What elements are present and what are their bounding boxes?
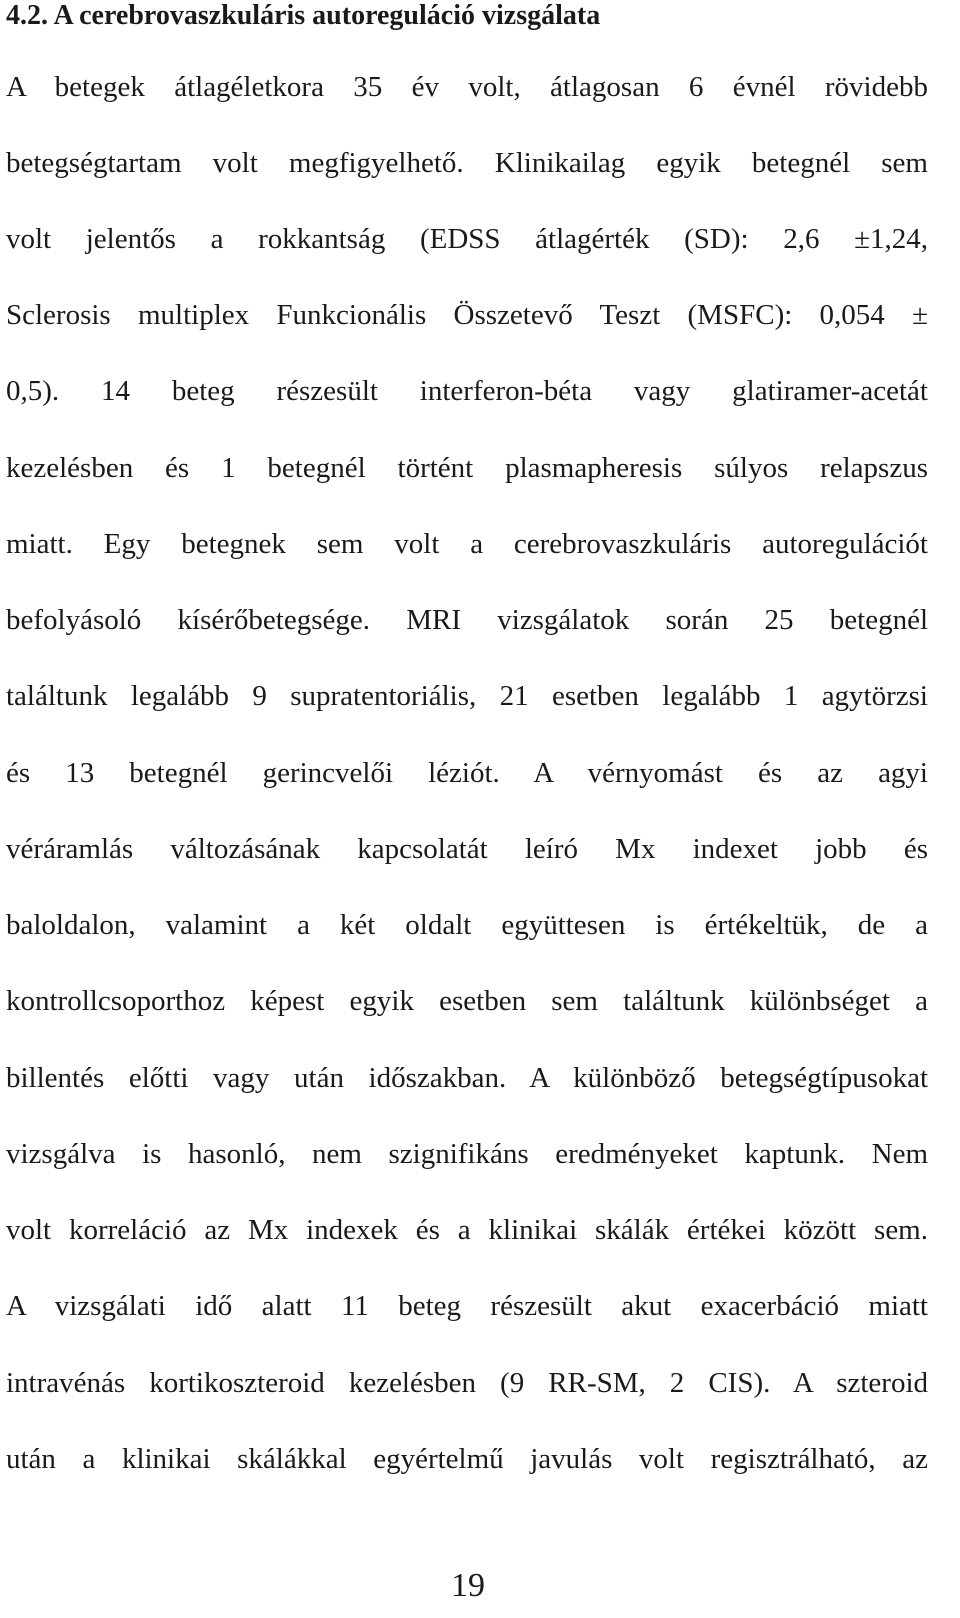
body-text-line: miatt. Egy betegnek sem volt a cerebrovaszkuláris autoregulációt (6, 528, 928, 560)
body-text-line: volt korreláció az Mx indexek és a klinikai skálák értékei között sem. (6, 1214, 928, 1246)
body-text-line: kontrollcsoporthoz képest egyik esetben sem találtunk különbséget a (6, 985, 928, 1017)
body-text-line: billentés előtti vagy után időszakban. A különböző betegségtípusokat (6, 1062, 928, 1094)
body-text-line: találtunk legalább 9 supratentoriális, 21 esetben legalább 1 agytörzsi (6, 680, 928, 712)
body-text-line: és 13 betegnél gerincvelői léziót. A vérnyomást és az agyi (6, 757, 928, 789)
body-text-line: volt jelentős a rokkantság (EDSS átlagérték (SD): 2,6 ±1,24, (6, 223, 928, 255)
body-text-line: befolyásoló kísérőbetegsége. MRI vizsgálatok során 25 betegnél (6, 604, 928, 636)
section-heading: 4.2. A cerebrovaszkuláris autoreguláció vizsgálata (6, 0, 601, 31)
body-text-line: baloldalon, valamint a két oldalt együttesen is értékeltük, de a (6, 909, 928, 941)
body-text-line: 0,5). 14 beteg részesült interferon-béta vagy glatiramer-acetát (6, 375, 928, 407)
body-text-line: intravénás kortikoszteroid kezelésben (9 RR-SM, 2 CIS). A szteroid (6, 1367, 928, 1399)
body-text-line: betegségtartam volt megfigyelhető. Klinikailag egyik betegnél sem (6, 147, 928, 179)
body-text-line: A betegek átlagéletkora 35 év volt, átlagosan 6 évnél rövidebb (6, 71, 928, 103)
body-text-line: A vizsgálati idő alatt 11 beteg részesült akut exacerbáció miatt (6, 1290, 928, 1322)
body-text-line: véráramlás változásának kapcsolatát leíró Mx indexet jobb és (6, 833, 928, 865)
body-text-line: kezelésben és 1 betegnél történt plasmapheresis súlyos relapszus (6, 452, 928, 484)
body-text-line: vizsgálva is hasonló, nem szignifikáns eredményeket kaptunk. Nem (6, 1138, 928, 1170)
page-number: 19 (451, 1567, 485, 1604)
body-text-line: Sclerosis multiplex Funkcionális Összetevő Teszt (MSFC): 0,054 ± (6, 299, 928, 331)
body-text-line: után a klinikai skálákkal egyértelmű javulás volt regisztrálható, az (6, 1443, 928, 1475)
